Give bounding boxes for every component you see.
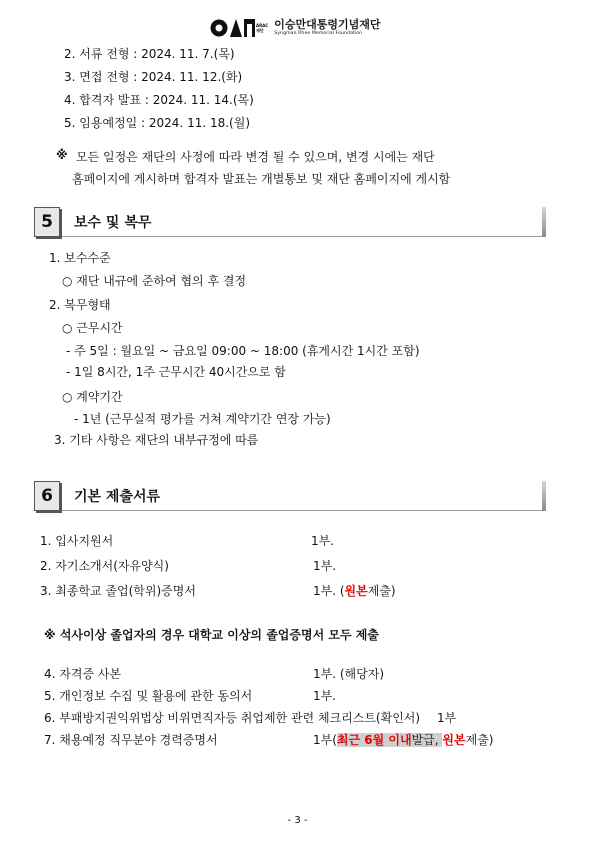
doc-qty: 1부. <box>313 689 337 703</box>
doc-name: 3. 최종학교 졸업(학위)증명서 <box>40 584 196 598</box>
logo-tag: ARAC 재단 <box>256 23 269 33</box>
other-rules: 3. 기타 사항은 재단의 내부규정에 따름 <box>54 433 259 447</box>
schedule-item: 5. 임용예정일 : 2024. 11. 18.(월) <box>64 116 251 130</box>
schedule-item: 2. 서류 전형 : 2024. 11. 7.(목) <box>64 47 235 61</box>
contract-heading: ○ 계약기간 <box>62 390 123 404</box>
doc-name: 4. 자격증 사본 <box>44 667 122 681</box>
doc-name: 2. 자기소개서(자유양식) <box>40 559 169 573</box>
hours-item: - 1일 8시간, 1주 근무시간 40시간으로 함 <box>66 365 286 379</box>
doc-name: 1. 입사지원서 <box>40 534 114 548</box>
org-name-kr: 이승만대통령기념재단 <box>274 18 381 32</box>
hours-heading: ○ 근무시간 <box>62 321 123 335</box>
work-heading: 2. 복무형태 <box>49 298 111 312</box>
section-5-header <box>34 207 546 237</box>
doc-qty: 1부. <box>313 559 337 573</box>
schedule-item: 4. 합격자 발표 : 2024. 11. 14.(목) <box>64 93 254 107</box>
section-number: 5 <box>34 207 60 237</box>
doc-name: 7. 채용예정 직무분야 경력증명서 <box>44 733 218 747</box>
note-mark: ※ <box>56 148 68 162</box>
doc-qty: 1부. <box>311 534 335 548</box>
schedule-note-line2: 홈페이지에 게시하며 합격자 발표는 개별통보 및 재단 홈페이지에 게시함 <box>72 172 451 186</box>
graduate-note: ※ 석사이상 졸업자의 경우 대학교 이상의 졸업증명서 모두 제출 <box>44 628 379 642</box>
recent-issue-required: 최근 6월 이내 <box>336 733 412 747</box>
section-number: 6 <box>34 481 60 511</box>
pay-heading: 1. 보수수준 <box>49 251 111 265</box>
contract-item: - 1년 (근무실적 평가를 거쳐 계약기간 연장 가능) <box>74 412 331 426</box>
section-title: 기본 제출서류 <box>74 489 161 505</box>
pay-item: ○ 재단 내규에 준하여 협의 후 결정 <box>62 274 247 288</box>
original-required: 원본 <box>344 584 368 598</box>
page-number: - 3 - <box>287 815 308 826</box>
doc-qty: 1부. (해당자) <box>313 667 384 681</box>
section-title: 보수 및 복무 <box>74 215 152 231</box>
doc-name: 5. 개인정보 수집 및 활용에 관한 동의서 <box>44 689 253 703</box>
doc-qty: 1부. (원본제출) <box>313 584 396 598</box>
doc-qty: 1부 <box>437 711 457 725</box>
original-required: 원본 <box>442 733 466 747</box>
foundation-logo <box>210 16 380 40</box>
doc-qty: 1부(최근 6월 이내발급, 원본제출) <box>313 733 494 747</box>
org-name-en: Syngman Rhee Memorial Foundation <box>274 31 363 37</box>
hours-item: - 주 5일 : 월요일 ~ 금요일 09:00 ~ 18:00 (휴게시간 1시간 포함) <box>66 344 420 358</box>
logo-mark-icon <box>210 18 256 38</box>
schedule-note-line1: 모든 일정은 재단의 사정에 따라 변경 될 수 있으며, 변경 시에는 재단 <box>76 150 435 164</box>
schedule-item: 3. 면접 전형 : 2024. 11. 12.(화) <box>64 70 243 84</box>
section-6-header <box>34 481 546 511</box>
doc-name: 6. 부패방지권익위법상 비위면직자등 취업제한 관련 체크리스트(확인서) <box>44 711 421 725</box>
